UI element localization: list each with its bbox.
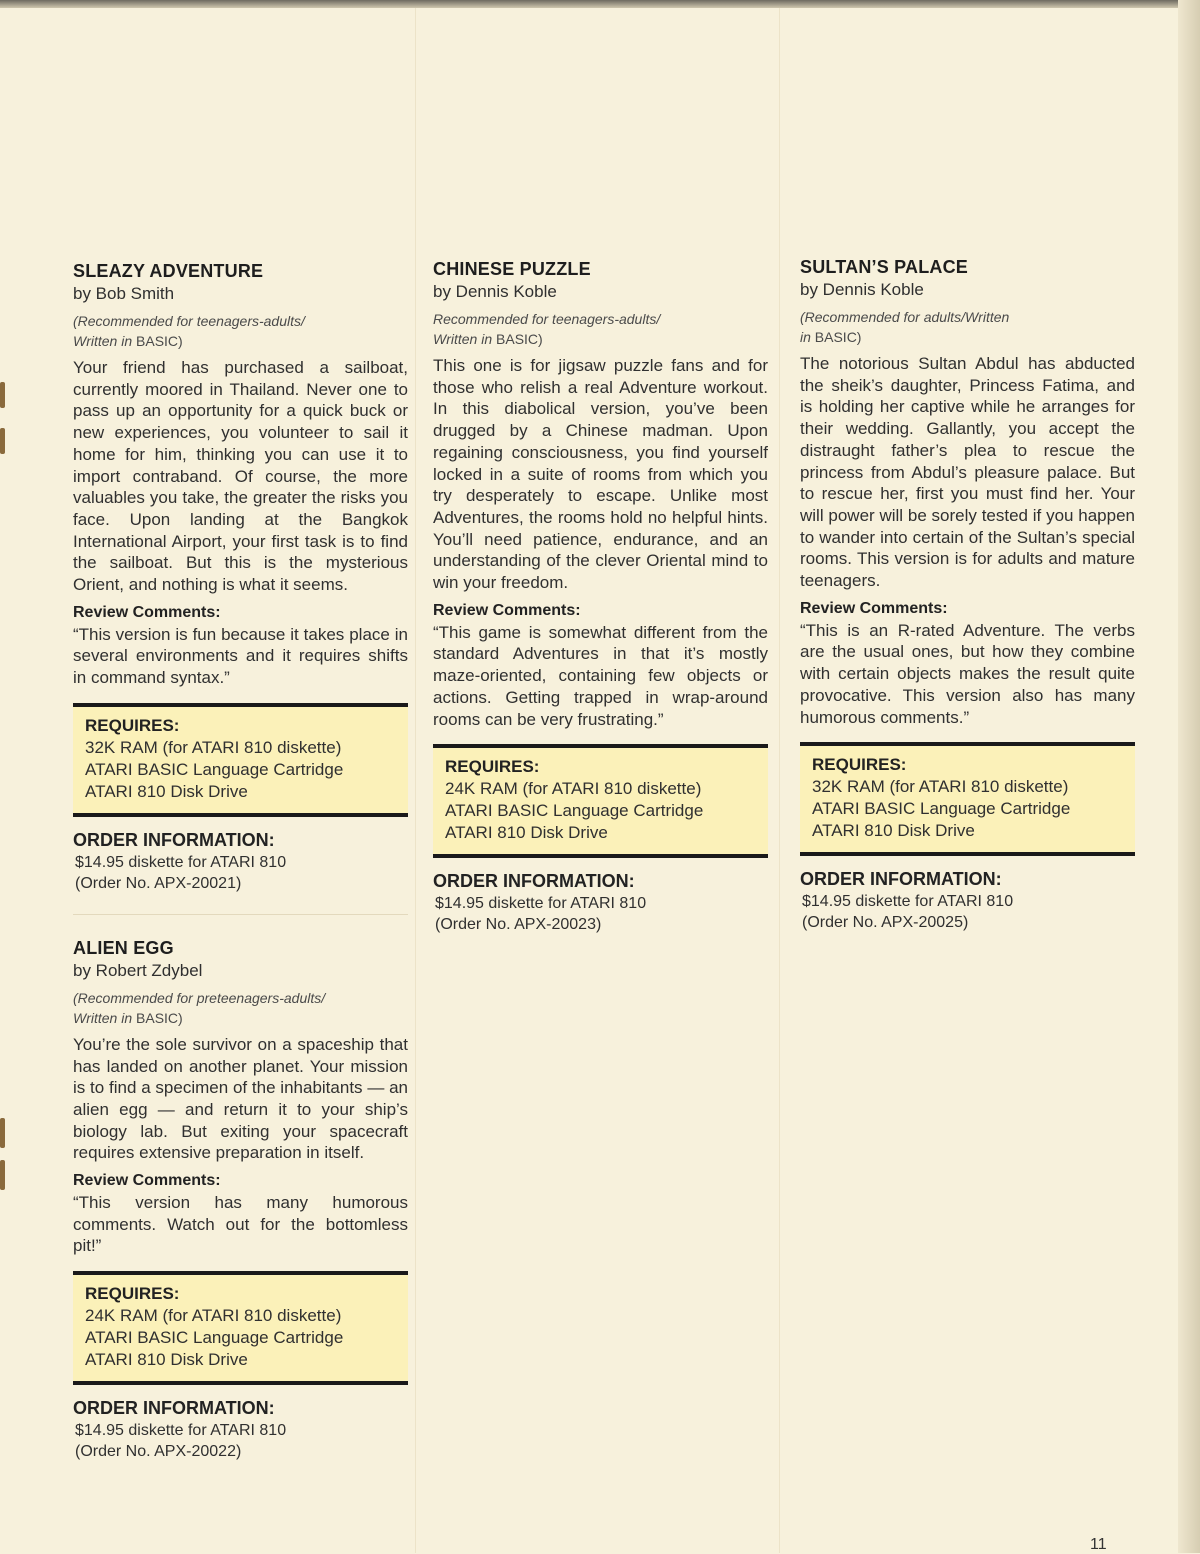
order-information [433, 870, 768, 935]
column-fold-1 [415, 8, 416, 1553]
game-description: This one is for jigsaw puzzle fans and for those who relish a real Adventure workout. In this diabolical version, you’ve been drugged by a Chinese madman. Upon regaining consciousness, you find yourself locked in a suite of rooms from which you try desperately to escape. Unlike most Adventures, the rooms hold no helpful hints. You’ll need patience, endurance, and an understanding of the clever Oriental mind to win your freedom. [433, 356, 768, 593]
game-author: by Robert Zdybel [73, 960, 203, 980]
binding-mark [0, 382, 5, 408]
written-in-label: Written in [433, 331, 493, 347]
requirements-box [73, 703, 408, 817]
entry-separator [73, 914, 408, 915]
game-entry-sultans-palace [800, 256, 1135, 933]
review-text: “This version is fun because it takes place in several environments and it requires shifts in command syntax.” [73, 624, 408, 688]
game-entry-chinese-puzzle [433, 258, 768, 935]
recommended-audience: (Recommended for teenagers-adults/ [73, 313, 305, 329]
requirement-item: 32K RAM (for ATARI 810 diskette) [812, 777, 1069, 797]
order-price: $14.95 diskette for ATARI 810 [75, 853, 287, 871]
written-language: BASIC) [814, 329, 862, 345]
requirement-item: ATARI BASIC Language Cartridge [85, 759, 344, 779]
column-right [800, 256, 1135, 933]
page-right-edge [1178, 0, 1200, 1553]
game-title: SULTAN’S PALACE [800, 257, 968, 277]
order-price: $14.95 diskette for ATARI 810 [802, 893, 1014, 911]
order-information [73, 1397, 408, 1462]
column-middle [433, 258, 768, 935]
recommendation [73, 311, 408, 351]
recommendation [73, 988, 408, 1028]
recommendation [800, 307, 1135, 347]
review-heading: Review Comments: [433, 601, 581, 619]
requirement-item: 32K RAM (for ATARI 810 diskette) [85, 737, 342, 757]
written-in-label: Written in [73, 1009, 133, 1026]
game-description: You’re the sole survivor on a spaceship that has landed on another planet. Your mission is to find a specimen of the inhabitants — an alien egg — and return it to your ship’s biology lab. But exiting your spacecraft requires extensive preparation in itself. [73, 1034, 408, 1163]
game-description: Your friend has purchased a sailboat, currently moored in Thailand. Never one to pass up an opportunity for a quick buck or new experiences, you volunteer to sail it home for him, thinking you can use it to import contraband. Of course, the more valuables you take, the greater the risks you face. Upon landing at the Bangkok International Airport, your first task is to find the sailboat. But this is the mysterious Orient, and nothing is what it seems. [73, 358, 408, 595]
review-heading: Review Comments: [73, 603, 221, 621]
review-text: “This version has many humorous comments. Watch out for the bottomless pit!” [73, 1193, 408, 1256]
requires-heading: REQUIRES: [85, 1284, 180, 1304]
review-heading: Review Comments: [800, 599, 948, 617]
recommended-audience: Recommended for teenagers-adults/ [433, 311, 661, 327]
requirement-item: ATARI BASIC Language Cartridge [85, 1328, 344, 1348]
order-number: (Order No. APX-20023) [435, 916, 602, 934]
order-information [800, 868, 1135, 933]
column-fold-2 [779, 8, 780, 1553]
game-title: CHINESE PUZZLE [433, 259, 591, 279]
review-text: “This game is somewhat different from the standard Adventures in that it’s mostly maze-oriented, containing few objects or actions. Getting trapped in wrap-around rooms can be very frustrating.” [433, 622, 768, 729]
order-number: (Order No. APX-20025) [802, 914, 969, 932]
binding-mark [0, 1160, 5, 1190]
requirement-item: 24K RAM (for ATARI 810 diskette) [85, 1306, 342, 1326]
written-language: BASIC) [496, 331, 543, 347]
order-price: $14.95 diskette for ATARI 810 [75, 1422, 287, 1440]
requirement-item: ATARI BASIC Language Cartridge [445, 801, 704, 821]
order-number: (Order No. APX-20022) [75, 1443, 242, 1461]
order-heading: ORDER INFORMATION: [433, 871, 635, 892]
game-description: The notorious Sultan Abdul has abducted the sheik’s daughter, Princess Fatima, and is holding her captive while he arranges for their wedding. Gallantly, you accept the distraught father’s plea to rescue the princess from Abdul’s pleasure palace. But to rescue her, first you must find her. Your will power will be sorely tested if you happen to wander into certain of the Sultan’s special rooms. This version is for adults and mature teenagers. [800, 354, 1135, 591]
requirements-box [433, 744, 768, 858]
order-price: $14.95 diskette for ATARI 810 [435, 895, 647, 913]
review-heading: Review Comments: [73, 1172, 221, 1190]
written-in-label: Written in [73, 333, 133, 349]
recommended-audience: (Recommended for preteenagers-adults/ [73, 989, 326, 1006]
order-heading: ORDER INFORMATION: [73, 829, 275, 850]
written-in-label: in [800, 329, 811, 345]
order-information [73, 829, 408, 894]
game-author: by Bob Smith [73, 284, 175, 303]
requirements-box [800, 742, 1135, 856]
requirements-box [73, 1271, 408, 1385]
requires-heading: REQUIRES: [85, 715, 180, 735]
review-text: “This is an R-rated Adventure. The verbs are the usual ones, but how they combine with certain objects makes the result quite provocative. This version also has many humorous comments.” [800, 620, 1135, 727]
page-number: 11 [1090, 1536, 1107, 1553]
requirement-item: ATARI BASIC Language Cartridge [812, 799, 1071, 819]
order-number: (Order No. APX-20021) [75, 874, 242, 892]
requires-heading: REQUIRES: [812, 755, 907, 775]
order-heading: ORDER INFORMATION: [800, 869, 1002, 890]
written-language: BASIC) [136, 1009, 183, 1026]
game-title: ALIEN EGG [73, 937, 174, 958]
requirement-item: 24K RAM (for ATARI 810 diskette) [445, 779, 702, 799]
requirement-item: ATARI 810 Disk Drive [812, 821, 975, 841]
page-top-edge [0, 0, 1200, 8]
recommended-audience: (Recommended for adults/Written [800, 309, 1010, 325]
game-entry-alien-egg [73, 937, 408, 1462]
written-language: BASIC) [136, 333, 183, 349]
recommendation [433, 309, 768, 349]
game-author: by Dennis Koble [800, 280, 924, 299]
requirement-item: ATARI 810 Disk Drive [85, 1350, 248, 1370]
requires-heading: REQUIRES: [445, 757, 540, 777]
binding-mark [0, 428, 5, 454]
game-entry-sleazy-adventure [73, 260, 408, 894]
requirement-item: ATARI 810 Disk Drive [85, 781, 248, 801]
binding-mark [0, 1118, 5, 1148]
order-heading: ORDER INFORMATION: [73, 1398, 275, 1419]
column-left [73, 260, 408, 1462]
requirement-item: ATARI 810 Disk Drive [445, 823, 608, 843]
game-author: by Dennis Koble [433, 282, 557, 301]
game-title: SLEAZY ADVENTURE [73, 261, 264, 281]
